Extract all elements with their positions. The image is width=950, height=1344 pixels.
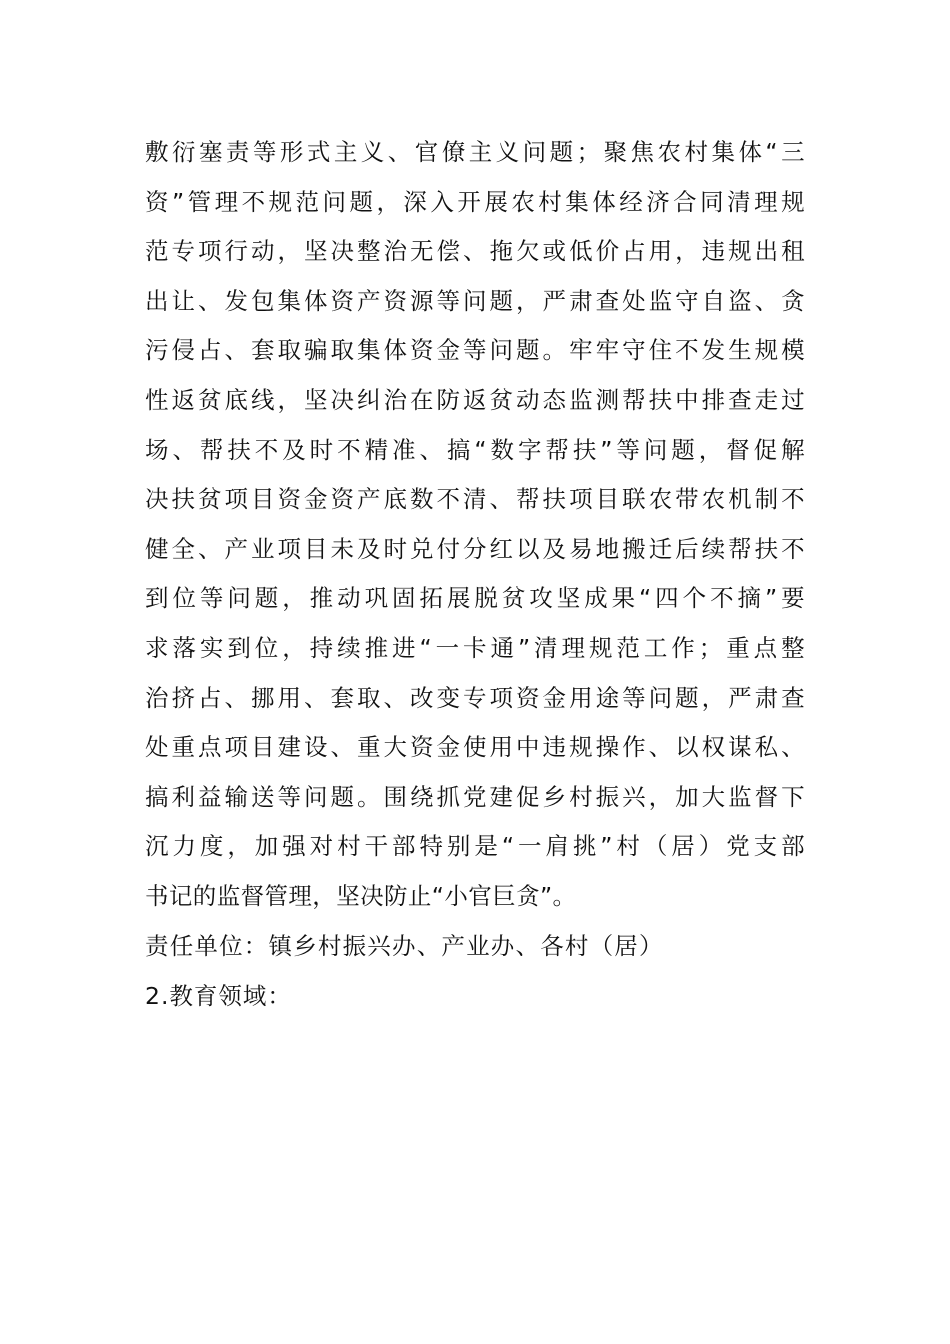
paragraph-line: 处重点项目建设、重大资金使用中违规操作、以权谋私、	[145, 733, 805, 762]
paragraph-line: 沉力度，加强对村干部特别是“一肩挑”村（居）党支部	[145, 832, 805, 861]
paragraph-line: 到位等问题，推动巩固拓展脱贫攻坚成果“四个不摘”要	[145, 584, 805, 613]
paragraph-line: 求落实到位，持续推进“一卡通”清理规范工作；重点整	[145, 633, 805, 662]
paragraph-line: 搞利益输送等问题。围绕抓党建促乡村振兴，加大监督下	[145, 782, 805, 811]
paragraph-line: 健全、产业项目未及时兑付分红以及易地搬迁后续帮扶不	[145, 534, 805, 563]
paragraph-line: 敷衍塞责等形式主义、官僚主义问题；聚焦农村集体“三	[145, 138, 805, 166]
paragraph-line: 决扶贫项目资金资产底数不清、帮扶项目联农带农机制不	[145, 485, 805, 514]
paragraph-line: 书记的监督管理，坚决防止“小官巨贪”。	[145, 881, 577, 910]
section-heading: 2.教育领域：	[145, 982, 292, 1010]
paragraph-line: 污侵占、套取骗取集体资金等问题。牢牢守住不发生规模	[145, 336, 805, 365]
responsible-units: 责任单位：镇乡村振兴办、产业办、各村（居）	[145, 932, 664, 960]
paragraph-line: 范专项行动，坚决整治无偿、拖欠或低价占用，违规出租	[145, 237, 805, 266]
paragraph-line: 场、帮扶不及时不精准、搞“数字帮扶”等问题，督促解	[145, 435, 805, 464]
paragraph-line: 出让、发包集体资产资源等问题，严肃查处监守自盗、贪	[145, 286, 805, 315]
paragraph-line: 治挤占、挪用、套取、改变专项资金用途等问题，严肃查	[145, 683, 805, 712]
paragraph-line: 资”管理不规范问题，深入开展农村集体经济合同清理规	[145, 187, 805, 216]
paragraph-line: 性返贫底线，坚决纠治在防返贫动态监测帮扶中排查走过	[145, 385, 805, 414]
body-paragraph	[145, 128, 805, 922]
